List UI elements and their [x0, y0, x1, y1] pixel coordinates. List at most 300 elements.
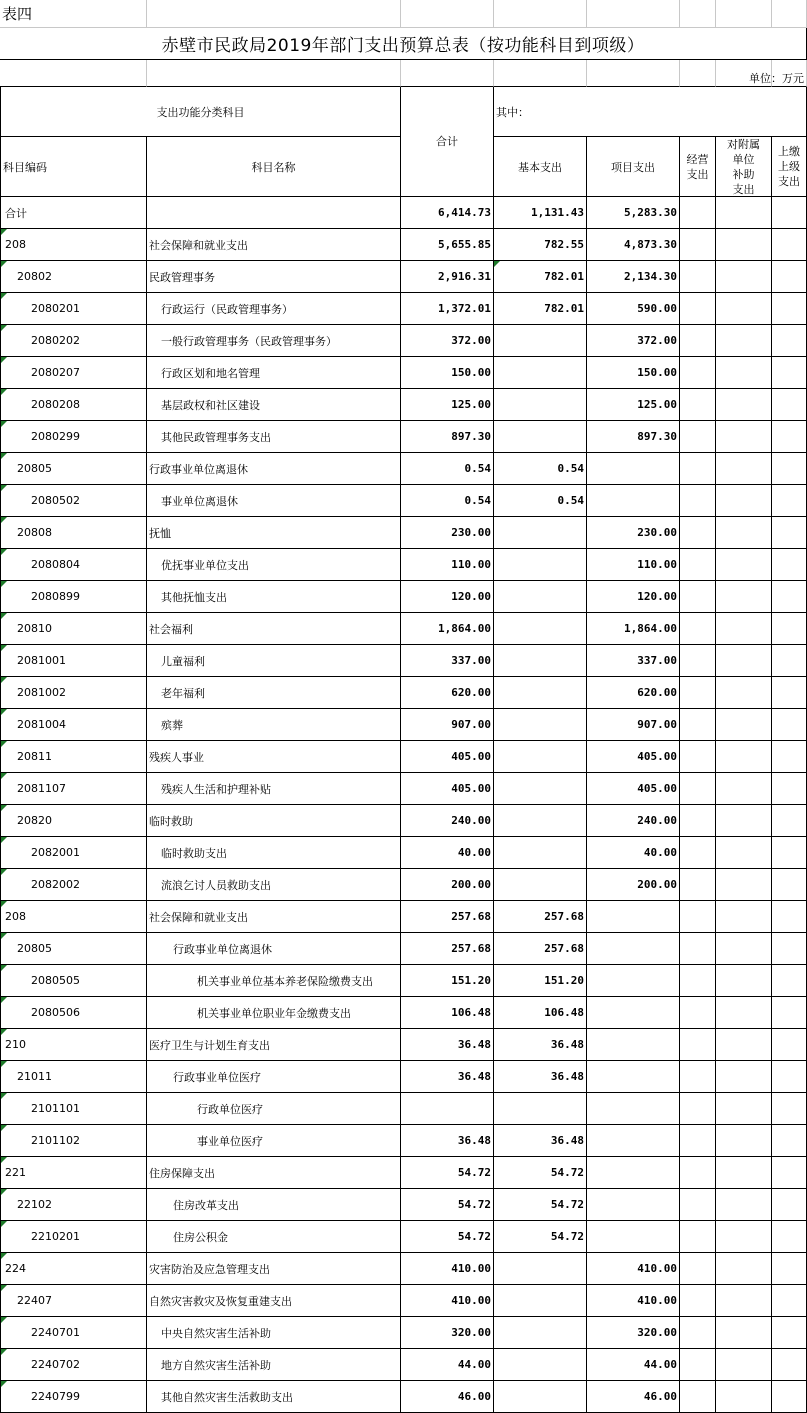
row-total[interactable]: [401, 997, 494, 1029]
row-subsidy[interactable]: [716, 709, 772, 741]
row-subsidy[interactable]: [716, 197, 772, 229]
row-basic[interactable]: [494, 837, 587, 869]
row-remit[interactable]: [772, 1125, 807, 1157]
row-total[interactable]: [401, 1061, 494, 1093]
row-basic[interactable]: [494, 1349, 587, 1381]
row-remit[interactable]: [772, 293, 807, 325]
table-title[interactable]: [0, 28, 807, 60]
row-remit[interactable]: [772, 197, 807, 229]
row-subsidy[interactable]: [716, 1061, 772, 1093]
row-remit[interactable]: [772, 453, 807, 485]
row-subsidy[interactable]: [716, 1093, 772, 1125]
row-subsidy[interactable]: [716, 1221, 772, 1253]
row-project[interactable]: [587, 197, 680, 229]
blank-cell[interactable]: [147, 60, 401, 87]
header-category[interactable]: [0, 87, 401, 137]
row-business[interactable]: [680, 1061, 716, 1093]
row-basic[interactable]: [494, 229, 587, 261]
row-total[interactable]: [401, 229, 494, 261]
row-basic[interactable]: [494, 197, 587, 229]
row-code[interactable]: [0, 1221, 147, 1253]
row-business[interactable]: [680, 869, 716, 901]
row-total[interactable]: [401, 837, 494, 869]
row-project[interactable]: [587, 933, 680, 965]
row-remit[interactable]: [772, 1157, 807, 1189]
blank-cell[interactable]: [680, 60, 716, 87]
row-business[interactable]: [680, 1093, 716, 1125]
row-basic[interactable]: [494, 581, 587, 613]
row-code[interactable]: [0, 1381, 147, 1413]
row-name[interactable]: [147, 421, 401, 453]
row-project[interactable]: [587, 1029, 680, 1061]
row-code[interactable]: [0, 1125, 147, 1157]
row-name[interactable]: [147, 741, 401, 773]
row-remit[interactable]: [772, 1317, 807, 1349]
row-total[interactable]: [401, 197, 494, 229]
row-name[interactable]: [147, 613, 401, 645]
row-project[interactable]: [587, 421, 680, 453]
blank-cell[interactable]: [716, 0, 772, 28]
header-basic[interactable]: [494, 137, 587, 197]
row-subsidy[interactable]: [716, 837, 772, 869]
row-name[interactable]: [147, 549, 401, 581]
row-business[interactable]: [680, 709, 716, 741]
row-subsidy[interactable]: [716, 997, 772, 1029]
row-total[interactable]: [401, 709, 494, 741]
row-business[interactable]: [680, 1381, 716, 1413]
row-business[interactable]: [680, 357, 716, 389]
row-code[interactable]: [0, 1349, 147, 1381]
row-business[interactable]: [680, 1221, 716, 1253]
row-project[interactable]: [587, 1349, 680, 1381]
row-name[interactable]: [147, 261, 401, 293]
table-tag[interactable]: [0, 0, 147, 28]
row-code[interactable]: [0, 837, 147, 869]
row-name[interactable]: [147, 1349, 401, 1381]
row-total[interactable]: [401, 1157, 494, 1189]
row-code[interactable]: [0, 1061, 147, 1093]
row-code[interactable]: [0, 965, 147, 997]
row-basic[interactable]: [494, 1285, 587, 1317]
row-basic[interactable]: [494, 261, 587, 293]
row-basic[interactable]: [494, 997, 587, 1029]
row-basic[interactable]: [494, 1381, 587, 1413]
row-code[interactable]: [0, 389, 147, 421]
row-code[interactable]: [0, 901, 147, 933]
row-basic[interactable]: [494, 1157, 587, 1189]
row-remit[interactable]: [772, 1029, 807, 1061]
row-total[interactable]: [401, 1093, 494, 1125]
row-remit[interactable]: [772, 709, 807, 741]
row-project[interactable]: [587, 645, 680, 677]
row-business[interactable]: [680, 389, 716, 421]
row-business[interactable]: [680, 229, 716, 261]
row-project[interactable]: [587, 1093, 680, 1125]
row-total[interactable]: [401, 805, 494, 837]
row-code[interactable]: [0, 1285, 147, 1317]
row-basic[interactable]: [494, 1061, 587, 1093]
row-subsidy[interactable]: [716, 1029, 772, 1061]
row-total[interactable]: [401, 549, 494, 581]
row-business[interactable]: [680, 965, 716, 997]
row-business[interactable]: [680, 1253, 716, 1285]
row-total[interactable]: [401, 261, 494, 293]
header-business[interactable]: [680, 137, 716, 197]
row-code[interactable]: [0, 581, 147, 613]
row-business[interactable]: [680, 453, 716, 485]
row-code[interactable]: [0, 805, 147, 837]
row-basic[interactable]: [494, 549, 587, 581]
row-code[interactable]: [0, 1157, 147, 1189]
header-project[interactable]: [587, 137, 680, 197]
header-of-which[interactable]: [494, 87, 807, 137]
row-basic[interactable]: [494, 1253, 587, 1285]
row-total[interactable]: [401, 1253, 494, 1285]
row-basic[interactable]: [494, 453, 587, 485]
row-basic[interactable]: [494, 901, 587, 933]
row-project[interactable]: [587, 517, 680, 549]
row-subsidy[interactable]: [716, 293, 772, 325]
row-project[interactable]: [587, 901, 680, 933]
row-name[interactable]: [147, 229, 401, 261]
row-code[interactable]: [0, 677, 147, 709]
row-remit[interactable]: [772, 229, 807, 261]
row-project[interactable]: [587, 997, 680, 1029]
row-basic[interactable]: [494, 293, 587, 325]
row-subsidy[interactable]: [716, 1317, 772, 1349]
row-name[interactable]: [147, 453, 401, 485]
row-remit[interactable]: [772, 1381, 807, 1413]
row-business[interactable]: [680, 805, 716, 837]
row-total[interactable]: [401, 933, 494, 965]
blank-cell[interactable]: [147, 0, 401, 28]
row-business[interactable]: [680, 613, 716, 645]
row-name[interactable]: [147, 1093, 401, 1125]
row-business[interactable]: [680, 837, 716, 869]
row-remit[interactable]: [772, 997, 807, 1029]
row-basic[interactable]: [494, 1093, 587, 1125]
row-business[interactable]: [680, 1029, 716, 1061]
row-subsidy[interactable]: [716, 261, 772, 293]
row-subsidy[interactable]: [716, 517, 772, 549]
row-business[interactable]: [680, 261, 716, 293]
row-business[interactable]: [680, 1317, 716, 1349]
row-business[interactable]: [680, 1125, 716, 1157]
row-subsidy[interactable]: [716, 805, 772, 837]
row-subsidy[interactable]: [716, 485, 772, 517]
row-business[interactable]: [680, 1189, 716, 1221]
blank-cell[interactable]: [587, 60, 680, 87]
row-subsidy[interactable]: [716, 1285, 772, 1317]
row-remit[interactable]: [772, 773, 807, 805]
row-basic[interactable]: [494, 1189, 587, 1221]
row-code[interactable]: [0, 261, 147, 293]
row-name[interactable]: [147, 581, 401, 613]
row-remit[interactable]: [772, 645, 807, 677]
row-name[interactable]: [147, 1189, 401, 1221]
row-total[interactable]: [401, 1381, 494, 1413]
row-code[interactable]: [0, 1317, 147, 1349]
row-project[interactable]: [587, 1157, 680, 1189]
row-remit[interactable]: [772, 485, 807, 517]
row-remit[interactable]: [772, 1253, 807, 1285]
row-basic[interactable]: [494, 677, 587, 709]
row-name[interactable]: [147, 1285, 401, 1317]
row-project[interactable]: [587, 837, 680, 869]
row-total[interactable]: [401, 1317, 494, 1349]
row-project[interactable]: [587, 485, 680, 517]
row-code[interactable]: [0, 1029, 147, 1061]
row-total[interactable]: [401, 1125, 494, 1157]
row-subsidy[interactable]: [716, 773, 772, 805]
row-project[interactable]: [587, 805, 680, 837]
row-total[interactable]: [401, 485, 494, 517]
row-remit[interactable]: [772, 421, 807, 453]
row-total[interactable]: [401, 773, 494, 805]
row-subsidy[interactable]: [716, 901, 772, 933]
row-remit[interactable]: [772, 741, 807, 773]
row-subsidy[interactable]: [716, 869, 772, 901]
row-project[interactable]: [587, 453, 680, 485]
row-remit[interactable]: [772, 389, 807, 421]
row-basic[interactable]: [494, 869, 587, 901]
row-code[interactable]: [0, 1253, 147, 1285]
row-name[interactable]: [147, 1157, 401, 1189]
row-basic[interactable]: [494, 325, 587, 357]
row-basic[interactable]: [494, 1029, 587, 1061]
row-project[interactable]: [587, 965, 680, 997]
row-business[interactable]: [680, 997, 716, 1029]
row-total[interactable]: [401, 389, 494, 421]
row-business[interactable]: [680, 485, 716, 517]
row-business[interactable]: [680, 645, 716, 677]
row-business[interactable]: [680, 197, 716, 229]
row-remit[interactable]: [772, 869, 807, 901]
row-business[interactable]: [680, 581, 716, 613]
row-remit[interactable]: [772, 517, 807, 549]
row-code[interactable]: [0, 357, 147, 389]
header-subsidy[interactable]: [716, 137, 772, 197]
header-code[interactable]: [0, 137, 147, 197]
row-subsidy[interactable]: [716, 965, 772, 997]
row-project[interactable]: [587, 1381, 680, 1413]
row-basic[interactable]: [494, 805, 587, 837]
row-business[interactable]: [680, 517, 716, 549]
row-name[interactable]: [147, 1381, 401, 1413]
row-project[interactable]: [587, 869, 680, 901]
row-subsidy[interactable]: [716, 1157, 772, 1189]
row-remit[interactable]: [772, 677, 807, 709]
row-total[interactable]: [401, 965, 494, 997]
row-basic[interactable]: [494, 389, 587, 421]
row-project[interactable]: [587, 293, 680, 325]
row-code[interactable]: [0, 229, 147, 261]
row-project[interactable]: [587, 709, 680, 741]
row-code[interactable]: [0, 197, 147, 229]
row-subsidy[interactable]: [716, 741, 772, 773]
row-name[interactable]: [147, 325, 401, 357]
row-remit[interactable]: [772, 549, 807, 581]
row-name[interactable]: [147, 517, 401, 549]
row-total[interactable]: [401, 645, 494, 677]
row-code[interactable]: [0, 773, 147, 805]
row-name[interactable]: [147, 293, 401, 325]
row-name[interactable]: [147, 709, 401, 741]
row-remit[interactable]: [772, 1285, 807, 1317]
row-name[interactable]: [147, 933, 401, 965]
row-name[interactable]: [147, 1061, 401, 1093]
row-name[interactable]: [147, 677, 401, 709]
row-basic[interactable]: [494, 709, 587, 741]
row-remit[interactable]: [772, 805, 807, 837]
row-total[interactable]: [401, 1285, 494, 1317]
row-code[interactable]: [0, 1093, 147, 1125]
row-total[interactable]: [401, 901, 494, 933]
row-subsidy[interactable]: [716, 549, 772, 581]
row-basic[interactable]: [494, 613, 587, 645]
row-remit[interactable]: [772, 325, 807, 357]
row-remit[interactable]: [772, 581, 807, 613]
row-name[interactable]: [147, 197, 401, 229]
row-code[interactable]: [0, 933, 147, 965]
row-basic[interactable]: [494, 965, 587, 997]
row-name[interactable]: [147, 965, 401, 997]
blank-cell[interactable]: [0, 60, 147, 87]
row-remit[interactable]: [772, 261, 807, 293]
row-code[interactable]: [0, 293, 147, 325]
row-name[interactable]: [147, 901, 401, 933]
row-basic[interactable]: [494, 645, 587, 677]
row-total[interactable]: [401, 613, 494, 645]
row-project[interactable]: [587, 1125, 680, 1157]
row-remit[interactable]: [772, 1061, 807, 1093]
row-basic[interactable]: [494, 517, 587, 549]
row-project[interactable]: [587, 613, 680, 645]
row-name[interactable]: [147, 1253, 401, 1285]
row-remit[interactable]: [772, 1221, 807, 1253]
blank-cell[interactable]: [494, 60, 587, 87]
row-remit[interactable]: [772, 1093, 807, 1125]
row-project[interactable]: [587, 1285, 680, 1317]
row-project[interactable]: [587, 741, 680, 773]
row-subsidy[interactable]: [716, 1381, 772, 1413]
row-subsidy[interactable]: [716, 389, 772, 421]
row-total[interactable]: [401, 581, 494, 613]
row-project[interactable]: [587, 1189, 680, 1221]
row-name[interactable]: [147, 869, 401, 901]
row-name[interactable]: [147, 837, 401, 869]
row-remit[interactable]: [772, 613, 807, 645]
row-basic[interactable]: [494, 1125, 587, 1157]
row-subsidy[interactable]: [716, 613, 772, 645]
row-name[interactable]: [147, 805, 401, 837]
row-total[interactable]: [401, 869, 494, 901]
row-total[interactable]: [401, 1029, 494, 1061]
row-business[interactable]: [680, 933, 716, 965]
row-subsidy[interactable]: [716, 1125, 772, 1157]
row-remit[interactable]: [772, 357, 807, 389]
row-basic[interactable]: [494, 933, 587, 965]
row-business[interactable]: [680, 677, 716, 709]
row-name[interactable]: [147, 997, 401, 1029]
row-project[interactable]: [587, 229, 680, 261]
row-code[interactable]: [0, 869, 147, 901]
row-project[interactable]: [587, 549, 680, 581]
blank-cell[interactable]: [772, 0, 807, 28]
row-basic[interactable]: [494, 1317, 587, 1349]
row-total[interactable]: [401, 1221, 494, 1253]
row-business[interactable]: [680, 293, 716, 325]
row-project[interactable]: [587, 389, 680, 421]
row-project[interactable]: [587, 1253, 680, 1285]
blank-cell[interactable]: [749, 60, 807, 87]
blank-cell[interactable]: [494, 0, 587, 28]
row-remit[interactable]: [772, 1349, 807, 1381]
row-remit[interactable]: [772, 933, 807, 965]
row-subsidy[interactable]: [716, 933, 772, 965]
row-code[interactable]: [0, 453, 147, 485]
row-code[interactable]: [0, 1189, 147, 1221]
row-code[interactable]: [0, 421, 147, 453]
row-business[interactable]: [680, 421, 716, 453]
row-name[interactable]: [147, 485, 401, 517]
row-code[interactable]: [0, 517, 147, 549]
row-project[interactable]: [587, 773, 680, 805]
row-remit[interactable]: [772, 965, 807, 997]
header-total[interactable]: [401, 87, 494, 197]
header-name[interactable]: [147, 137, 401, 197]
row-total[interactable]: [401, 421, 494, 453]
row-total[interactable]: [401, 293, 494, 325]
row-total[interactable]: [401, 357, 494, 389]
row-project[interactable]: [587, 325, 680, 357]
row-total[interactable]: [401, 677, 494, 709]
row-code[interactable]: [0, 325, 147, 357]
row-subsidy[interactable]: [716, 357, 772, 389]
row-project[interactable]: [587, 1061, 680, 1093]
row-total[interactable]: [401, 1349, 494, 1381]
row-total[interactable]: [401, 325, 494, 357]
row-project[interactable]: [587, 357, 680, 389]
row-remit[interactable]: [772, 837, 807, 869]
blank-cell[interactable]: [587, 0, 680, 28]
header-remit[interactable]: [772, 137, 807, 197]
row-business[interactable]: [680, 1285, 716, 1317]
row-subsidy[interactable]: [716, 453, 772, 485]
row-subsidy[interactable]: [716, 1253, 772, 1285]
row-business[interactable]: [680, 1349, 716, 1381]
row-business[interactable]: [680, 901, 716, 933]
row-remit[interactable]: [772, 901, 807, 933]
row-project[interactable]: [587, 1221, 680, 1253]
row-subsidy[interactable]: [716, 677, 772, 709]
row-business[interactable]: [680, 741, 716, 773]
row-name[interactable]: [147, 1317, 401, 1349]
row-subsidy[interactable]: [716, 1349, 772, 1381]
row-code[interactable]: [0, 741, 147, 773]
row-basic[interactable]: [494, 485, 587, 517]
row-basic[interactable]: [494, 773, 587, 805]
row-project[interactable]: [587, 581, 680, 613]
row-business[interactable]: [680, 1157, 716, 1189]
row-name[interactable]: [147, 773, 401, 805]
blank-cell[interactable]: [680, 0, 716, 28]
row-code[interactable]: [0, 485, 147, 517]
row-code[interactable]: [0, 613, 147, 645]
row-subsidy[interactable]: [716, 421, 772, 453]
row-name[interactable]: [147, 645, 401, 677]
row-basic[interactable]: [494, 1221, 587, 1253]
